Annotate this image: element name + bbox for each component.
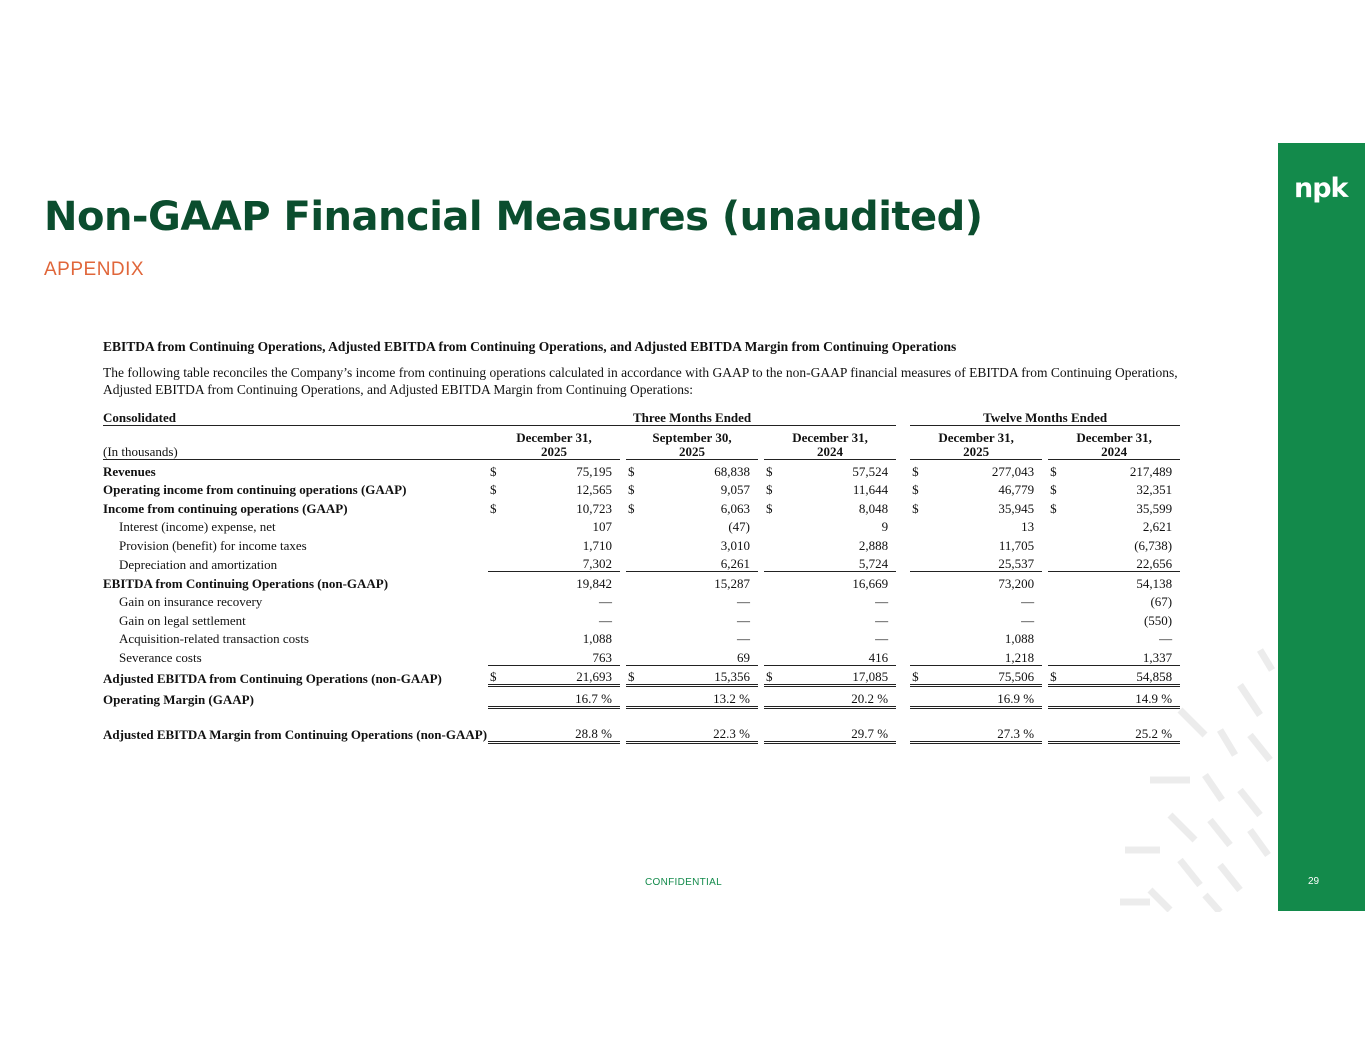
dollar-sign [910, 628, 924, 647]
cell-value: 1,088 [582, 631, 612, 646]
table-group-header [103, 407, 1180, 426]
row-label: Adjusted EBITDA from Continuing Operations (non-GAAP) [103, 670, 442, 686]
cell-value: 8,048 [858, 500, 889, 516]
cell-value: 13 [1021, 519, 1035, 534]
dollar-sign [488, 591, 502, 610]
dollar-sign [764, 628, 778, 647]
cell-value: 46,779 [998, 482, 1035, 497]
section-label: APPENDIX [44, 259, 145, 280]
cell-value: 54,858 [1062, 665, 1180, 686]
npk-logo: npk [1294, 173, 1348, 204]
dollar-sign [626, 686, 640, 708]
cell-value: 9,057 [720, 482, 750, 497]
confidential-footer: CONFIDENTIAL [645, 877, 722, 888]
brand-sidebar [1278, 143, 1365, 911]
dollar-sign [910, 707, 924, 742]
cell-value: (550) [1143, 612, 1173, 628]
column-gap [896, 479, 910, 498]
ebitda-reconciliation [103, 339, 1178, 744]
column-header [910, 426, 1042, 460]
cell-value: 7,302 [502, 553, 620, 572]
row-label: Provision (benefit) for income taxes [119, 537, 307, 553]
dollar-sign [1048, 707, 1062, 742]
report-heading: EBITDA from Continuing Operations, Adjusted EBITDA from Continuing Operations, and Adjusted EBITDA Margin from Continuing Operations [103, 339, 957, 354]
row-label: EBITDA from Continuing Operations (non-GAAP) [103, 575, 389, 591]
dollar-sign: $ [490, 482, 497, 497]
cell-value: 75,506 [924, 665, 1042, 686]
cell-value: 6,261 [640, 553, 758, 572]
row-label: Operating Margin (GAAP) [103, 692, 254, 707]
column-header [488, 426, 620, 460]
column-gap [896, 665, 910, 686]
dollar-sign [910, 516, 924, 535]
cell-value: 25.2 % [1062, 707, 1180, 742]
cell-value: 16.9 % [924, 686, 1042, 708]
cell-value: 6,063 [720, 500, 750, 516]
dollar-sign [910, 591, 924, 610]
column-line2: 2024 [1101, 444, 1128, 459]
dollar-sign [626, 591, 640, 610]
dollar-sign: $ [490, 500, 497, 516]
cell-value: 15,356 [640, 665, 758, 686]
table-row [103, 609, 1180, 628]
dollar-sign: $ [1048, 665, 1062, 686]
cell-value: (67) [1150, 594, 1173, 609]
cell-value: 416 [778, 646, 896, 665]
cell-value: 763 [502, 646, 620, 665]
dollar-sign: $ [912, 500, 919, 516]
cell-value: 1,710 [582, 537, 612, 553]
column-gap [896, 591, 910, 610]
cell-value: 35,599 [1136, 500, 1173, 516]
column-header [1048, 426, 1180, 460]
column-header [626, 426, 758, 460]
dollar-sign [626, 707, 640, 742]
dollar-sign [764, 609, 778, 628]
dollar-sign: $ [764, 665, 778, 686]
cell-value: 277,043 [991, 463, 1035, 479]
column-gap [896, 609, 910, 628]
dollar-sign [910, 553, 924, 572]
dollar-sign [1048, 628, 1062, 647]
row-label: Income from continuing operations (GAAP) [103, 500, 348, 516]
cell-value: 12,565 [576, 482, 612, 497]
dollar-sign [488, 707, 502, 742]
dollar-sign: $ [912, 463, 919, 479]
dollar-sign: $ [910, 665, 924, 686]
column-gap [896, 646, 910, 665]
dollar-sign [1048, 591, 1062, 610]
row-label: Depreciation and amortization [119, 556, 278, 572]
table-row [103, 707, 1180, 742]
decorative-pattern [1110, 640, 1278, 912]
dollar-sign [910, 646, 924, 665]
cell-value: 54,138 [1136, 575, 1173, 591]
cell-value: 29.7 % [778, 707, 896, 742]
cell-value: 17,085 [778, 665, 896, 686]
cell-value: — [1021, 594, 1035, 609]
cell-value: — [875, 594, 889, 609]
cell-value: 73,200 [998, 575, 1035, 591]
dollar-sign [1048, 646, 1062, 665]
dollar-sign [1048, 572, 1062, 591]
column-gap [896, 497, 910, 516]
cell-value: — [599, 612, 612, 628]
column-line1: December 31, [938, 430, 1014, 445]
table-row [103, 516, 1180, 535]
cell-value: — [1159, 631, 1173, 646]
dollar-sign [764, 516, 778, 535]
dollar-sign: $ [488, 665, 502, 686]
cell-value: — [737, 594, 750, 609]
table-row [103, 686, 1180, 708]
cell-value: 75,195 [576, 463, 612, 479]
reconciliation-table [103, 407, 1180, 744]
dollar-sign [488, 686, 502, 708]
three-months-header: Three Months Ended [488, 407, 896, 426]
cell-value: — [1021, 612, 1035, 628]
cell-value: (6,738) [1134, 537, 1173, 553]
dollar-sign [764, 572, 778, 591]
report-description: The following table reconciles the Company’s income from continuing operations calculated in accordance with GAAP to the non-GAAP financial measures of EBITDA from Continuing Operations, Adjusted EBITDA from Continuing Operations, and Adjusted EBITDA Margin from Continuing Operations: [103, 365, 1178, 397]
page-number: 29 [1308, 876, 1320, 887]
dollar-sign: $ [766, 463, 773, 479]
cell-value: 13.2 % [640, 686, 758, 708]
dollar-sign: $ [1050, 463, 1057, 479]
cell-value: 16,669 [852, 575, 889, 591]
table-body [103, 460, 1180, 743]
cell-value: 69 [640, 646, 758, 665]
dollar-sign: $ [628, 482, 635, 497]
table-row [103, 479, 1180, 498]
dollar-sign [1048, 553, 1062, 572]
cell-value: 9 [881, 519, 889, 534]
column-gap [896, 460, 910, 479]
table-column-header [103, 426, 1180, 460]
cell-value: — [875, 612, 889, 628]
cell-value: 11,644 [852, 482, 889, 497]
cell-value: — [599, 594, 612, 609]
cell-value: 16.7 % [502, 686, 620, 708]
row-label: Revenues [103, 463, 156, 479]
cell-value: 68,838 [714, 463, 750, 479]
dollar-sign: $ [912, 482, 919, 497]
page-title: Non-GAAP Financial Measures (unaudited) [44, 194, 983, 240]
table-row [103, 553, 1180, 572]
row-label: Interest (income) expense, net [119, 519, 276, 534]
table-row [103, 628, 1180, 647]
dollar-sign [626, 628, 640, 647]
row-label: Operating income from continuing operations (GAAP) [103, 482, 407, 497]
cell-value: 21,693 [502, 665, 620, 686]
cell-value: 35,945 [998, 500, 1035, 516]
row-label: Acquisition-related transaction costs [119, 631, 309, 646]
table-row [103, 497, 1180, 516]
cell-value: — [737, 612, 750, 628]
dollar-sign [764, 534, 778, 553]
column-header [764, 426, 896, 460]
cell-value: — [737, 631, 750, 646]
column-gap [896, 686, 910, 708]
dollar-sign [764, 553, 778, 572]
dollar-sign [488, 516, 502, 535]
cell-value: 11,705 [998, 537, 1035, 553]
dollar-sign [910, 534, 924, 553]
column-gap [896, 707, 910, 742]
cell-value: 1,337 [1062, 646, 1180, 665]
dollar-sign [488, 572, 502, 591]
cell-value: 15,287 [714, 575, 750, 591]
table-row [103, 572, 1180, 591]
cell-value: 217,489 [1129, 463, 1173, 479]
dollar-sign: $ [1050, 500, 1057, 516]
cell-value: 57,524 [852, 463, 889, 479]
cell-value: 14.9 % [1062, 686, 1180, 708]
dollar-sign [1048, 686, 1062, 708]
column-line2: 2025 [679, 444, 705, 459]
table-row [103, 665, 1180, 686]
cell-value: 1,218 [924, 646, 1042, 665]
dollar-sign: $ [1050, 482, 1057, 497]
dollar-sign [488, 553, 502, 572]
dollar-sign [910, 572, 924, 591]
column-gap [896, 516, 910, 535]
cell-value: — [875, 631, 889, 646]
dollar-sign [626, 572, 640, 591]
column-line2: 2024 [817, 444, 844, 459]
column-gap [896, 572, 910, 591]
cell-value: 2,621 [1142, 519, 1173, 534]
dollar-sign [488, 646, 502, 665]
dollar-sign [910, 609, 924, 628]
cell-value: 22.3 % [640, 707, 758, 742]
cell-value: 3,010 [720, 537, 750, 553]
units-label: (In thousands) [103, 426, 488, 460]
column-line2: 2025 [963, 444, 990, 459]
dollar-sign [1048, 516, 1062, 535]
dollar-sign [764, 686, 778, 708]
cell-value: 20.2 % [778, 686, 896, 708]
dollar-sign [1048, 534, 1062, 553]
table-row [103, 646, 1180, 665]
dollar-sign [488, 534, 502, 553]
cell-value: 32,351 [1136, 482, 1173, 497]
dollar-sign [764, 707, 778, 742]
dollar-sign: $ [626, 665, 640, 686]
dollar-sign [488, 628, 502, 647]
dollar-sign [764, 591, 778, 610]
column-line1: September 30, [652, 430, 732, 445]
dollar-sign: $ [490, 463, 497, 479]
dollar-sign [626, 646, 640, 665]
row-label: Adjusted EBITDA Margin from Continuing Operations (non-GAAP) [103, 727, 488, 742]
dollar-sign [910, 686, 924, 708]
consolidated-label: Consolidated [103, 407, 488, 426]
dollar-sign: $ [628, 463, 635, 479]
dollar-sign [764, 646, 778, 665]
column-line1: December 31, [516, 430, 592, 445]
cell-value: (47) [728, 519, 750, 534]
twelve-months-header: Twelve Months Ended [910, 407, 1180, 426]
cell-value: 10,723 [576, 500, 612, 516]
cell-value: 22,656 [1062, 553, 1180, 572]
column-gap [896, 628, 910, 647]
dollar-sign: $ [766, 482, 773, 497]
dollar-sign [626, 534, 640, 553]
table-row [103, 591, 1180, 610]
table-row [103, 534, 1180, 553]
cell-value: 25,537 [924, 553, 1042, 572]
column-line2: 2025 [541, 444, 567, 459]
column-gap [896, 553, 910, 572]
dollar-sign [626, 553, 640, 572]
row-label: Severance costs [119, 650, 202, 665]
row-label: Gain on insurance recovery [119, 594, 263, 609]
table-row [103, 460, 1180, 479]
column-line1: December 31, [1076, 430, 1152, 445]
dollar-sign [488, 609, 502, 628]
dollar-sign [626, 516, 640, 535]
column-gap [896, 534, 910, 553]
cell-value: 1,088 [1004, 631, 1035, 646]
column-line1: December 31, [792, 430, 868, 445]
dollar-sign: $ [628, 500, 635, 516]
dollar-sign: $ [766, 500, 773, 516]
cell-value: 28.8 % [502, 707, 620, 742]
row-label: Gain on legal settlement [119, 612, 246, 628]
cell-value: 5,724 [778, 553, 896, 572]
dollar-sign [626, 609, 640, 628]
cell-value: 107 [592, 519, 612, 534]
cell-value: 2,888 [858, 537, 889, 553]
cell-value: 27.3 % [924, 707, 1042, 742]
cell-value: 19,842 [576, 575, 612, 591]
dollar-sign [1048, 609, 1062, 628]
